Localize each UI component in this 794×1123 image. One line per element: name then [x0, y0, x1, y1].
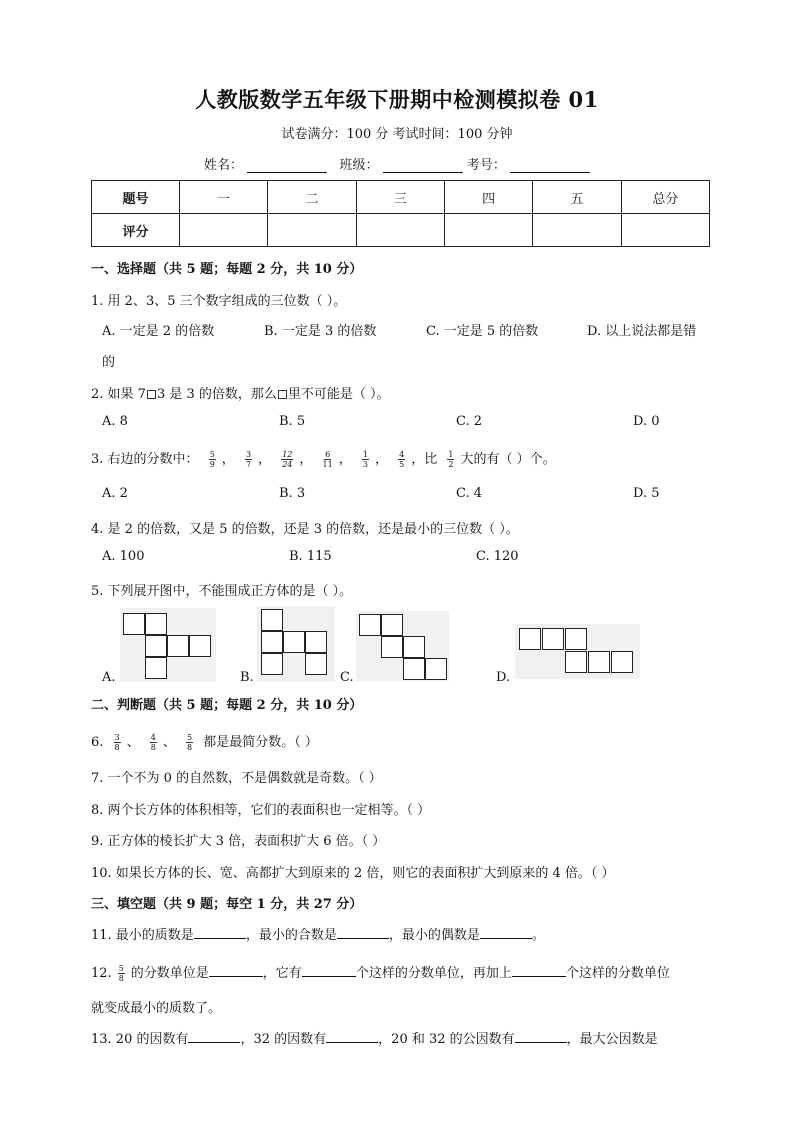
question-text: 7. 一个不为 0 的自然数，不是偶数就是奇数。（ ）	[91, 771, 382, 786]
name-label: 姓名：	[203, 158, 243, 173]
score-table-col: 二	[268, 181, 356, 214]
fraction: $\frac{4}{8}$	[150, 733, 156, 752]
answer-blank[interactable]	[337, 926, 389, 939]
option-c[interactable]: C.	[340, 670, 354, 685]
score-table-col: 三	[356, 181, 444, 214]
question-text: 10. 如果长方体的长、宽、高都扩大到原来的 2 倍，则它的表面积扩大到原来的 4 倍。（ ）	[91, 866, 615, 881]
score-cell[interactable]	[533, 214, 621, 247]
score-cell[interactable]	[356, 214, 444, 247]
option-d[interactable]: D. 0	[633, 414, 660, 429]
option-a[interactable]: A. 2	[102, 486, 128, 501]
question-text: 11. 最小的质数是 ，最小的合数是 ，最小的偶数是 。	[91, 928, 545, 943]
option-a[interactable]: A. 一定是 2 的倍数	[102, 324, 215, 339]
fraction: $\frac{4}{5}$	[399, 450, 405, 469]
answer-blank[interactable]	[515, 1030, 567, 1043]
option-c[interactable]: C. 一定是 5 的倍数	[426, 324, 539, 339]
option-d[interactable]: D. 5	[633, 486, 660, 501]
score-table-row-label: 题号	[92, 181, 180, 214]
option-c[interactable]: C. 2	[456, 414, 483, 429]
option-b[interactable]: B. 3	[279, 486, 306, 501]
score-cell[interactable]	[621, 214, 709, 247]
section-heading: 三、填空题（共 9 题；每空 1 分，共 27 分）	[91, 897, 363, 912]
fraction-half: $\frac{1}{2}$	[448, 450, 454, 469]
option-b[interactable]: B. 5	[279, 414, 306, 429]
class-label: 班级：	[339, 158, 379, 173]
section-heading: 一、选择题（共 5 题；每题 2 分，共 10 分）	[91, 262, 363, 277]
q2-text-post: 3 是 3 的倍数，那么	[156, 387, 277, 402]
question-text: 1. 用 2、3、5 三个数字组成的三位数（ ）。	[91, 294, 347, 309]
option-a[interactable]: A. 100	[102, 549, 145, 564]
score-table-col: 五	[533, 181, 621, 214]
fraction: $\frac{1}{3}$	[362, 450, 368, 469]
fraction: $\frac{5}{9}$	[209, 450, 215, 469]
score-table-header-row	[92, 181, 710, 214]
score-cell[interactable]	[180, 214, 268, 247]
option-a[interactable]: A. 8	[102, 414, 128, 429]
option-b[interactable]: B.	[240, 670, 254, 685]
option-b[interactable]: B. 115	[289, 549, 332, 564]
q2-text-end: 里不可能是（ ）。	[287, 387, 390, 402]
question-text: 8. 两个长方体的体积相等，它们的表面积也一定相等。（ ）	[91, 803, 431, 818]
fraction: $\frac{6}{11}$	[322, 450, 333, 469]
section-heading: 二、判断题（共 5 题；每题 2 分，共 10 分）	[91, 698, 363, 713]
question-text: 4. 是 2 的倍数，又是 5 的倍数，还是 3 的倍数，还是最小的三位数（ ）。	[91, 522, 519, 537]
fraction: $\frac{3}{7}$	[245, 450, 252, 469]
fraction: $\frac{3}{8}$	[114, 733, 120, 752]
question-text: 6. $\frac{3}{8}$ 、 $\frac{4}{8}$ 、 $\frac{5}{8}$ 都是最简分数。（ ）	[91, 733, 318, 752]
question-text: 5. 下列展开图中，不能围成正方体的是（ ）。	[91, 584, 353, 599]
question-text	[91, 383, 390, 402]
question-text-continued: 就变成最小的质数了。	[91, 1001, 222, 1016]
score-cell[interactable]	[444, 214, 532, 247]
option-c[interactable]: C. 4	[456, 486, 483, 501]
class-field[interactable]	[383, 158, 463, 173]
student-info-row	[0, 154, 794, 173]
q3-text-pre: 3. 右边的分数中：	[91, 452, 199, 467]
answer-blank[interactable]	[188, 1030, 240, 1043]
score-cell[interactable]	[268, 214, 356, 247]
fraction: $\frac{5}{8}$	[118, 964, 124, 983]
score-table-col: 总分	[621, 181, 709, 214]
score-table	[91, 180, 710, 247]
answer-blank[interactable]	[302, 964, 356, 977]
question-text: 12. $\frac{5}{8}$ 的分数单位是 ，它有 个这样的分数单位，再加上 个这样的分数单位	[91, 964, 670, 983]
option-d-continued: 的	[102, 355, 116, 370]
q6-number: 6.	[91, 735, 104, 750]
answer-blank[interactable]	[194, 926, 246, 939]
option-a[interactable]: A.	[102, 670, 116, 685]
blank-box-icon	[278, 390, 287, 399]
score-table-col: 一	[180, 181, 268, 214]
exam-info: 试卷满分：100 分 考试时间：100 分钟	[281, 127, 513, 142]
number-field[interactable]	[510, 158, 590, 173]
question-text: 13. 20 的因数有 ，32 的因数有 ，20 和 32 的公因数有 ，最大公因数是	[91, 1032, 658, 1047]
q3-text-post: 大的有（ ）个。	[460, 452, 556, 467]
question-text: 3. 右边的分数中： $\frac{5}{9}$ ， $\frac{3}{7}$ ， $\frac{12}{24}$ ， $\frac{6}{11}$ ， $\frac{1}{3}$ ， $\frac{4}{5}$ ，比 $\frac{1}{2}$ 大的有（ ）个。	[91, 450, 556, 469]
q6-text-post: 都是最简分数。（ ）	[203, 735, 318, 750]
score-table-col: 四	[444, 181, 532, 214]
blank-box-icon	[147, 390, 156, 399]
q2-text-pre: 2. 如果 7	[91, 387, 146, 402]
fraction: $\frac{12}{24}$	[282, 450, 293, 469]
answer-blank[interactable]	[512, 964, 566, 977]
name-field[interactable]	[247, 158, 327, 173]
option-d[interactable]: D.	[496, 670, 511, 685]
answer-blank[interactable]	[209, 964, 263, 977]
page-title: 人教版数学五年级下册期中检测模拟卷 01	[195, 87, 599, 112]
fraction: $\frac{5}{8}$	[187, 733, 193, 752]
score-table-score-row	[92, 214, 710, 247]
answer-blank[interactable]	[480, 926, 532, 939]
number-label: 考号：	[466, 158, 506, 173]
answer-blank[interactable]	[326, 1030, 378, 1043]
option-b[interactable]: B. 一定是 3 的倍数	[264, 324, 377, 339]
option-c[interactable]: C. 120	[476, 549, 519, 564]
question-text: 9. 正方体的棱长扩大 3 倍，表面积扩大 6 倍。（ ）	[91, 834, 386, 849]
option-d[interactable]: D. 以上说法都是错	[587, 324, 697, 339]
score-table-row-label: 评分	[92, 214, 180, 247]
